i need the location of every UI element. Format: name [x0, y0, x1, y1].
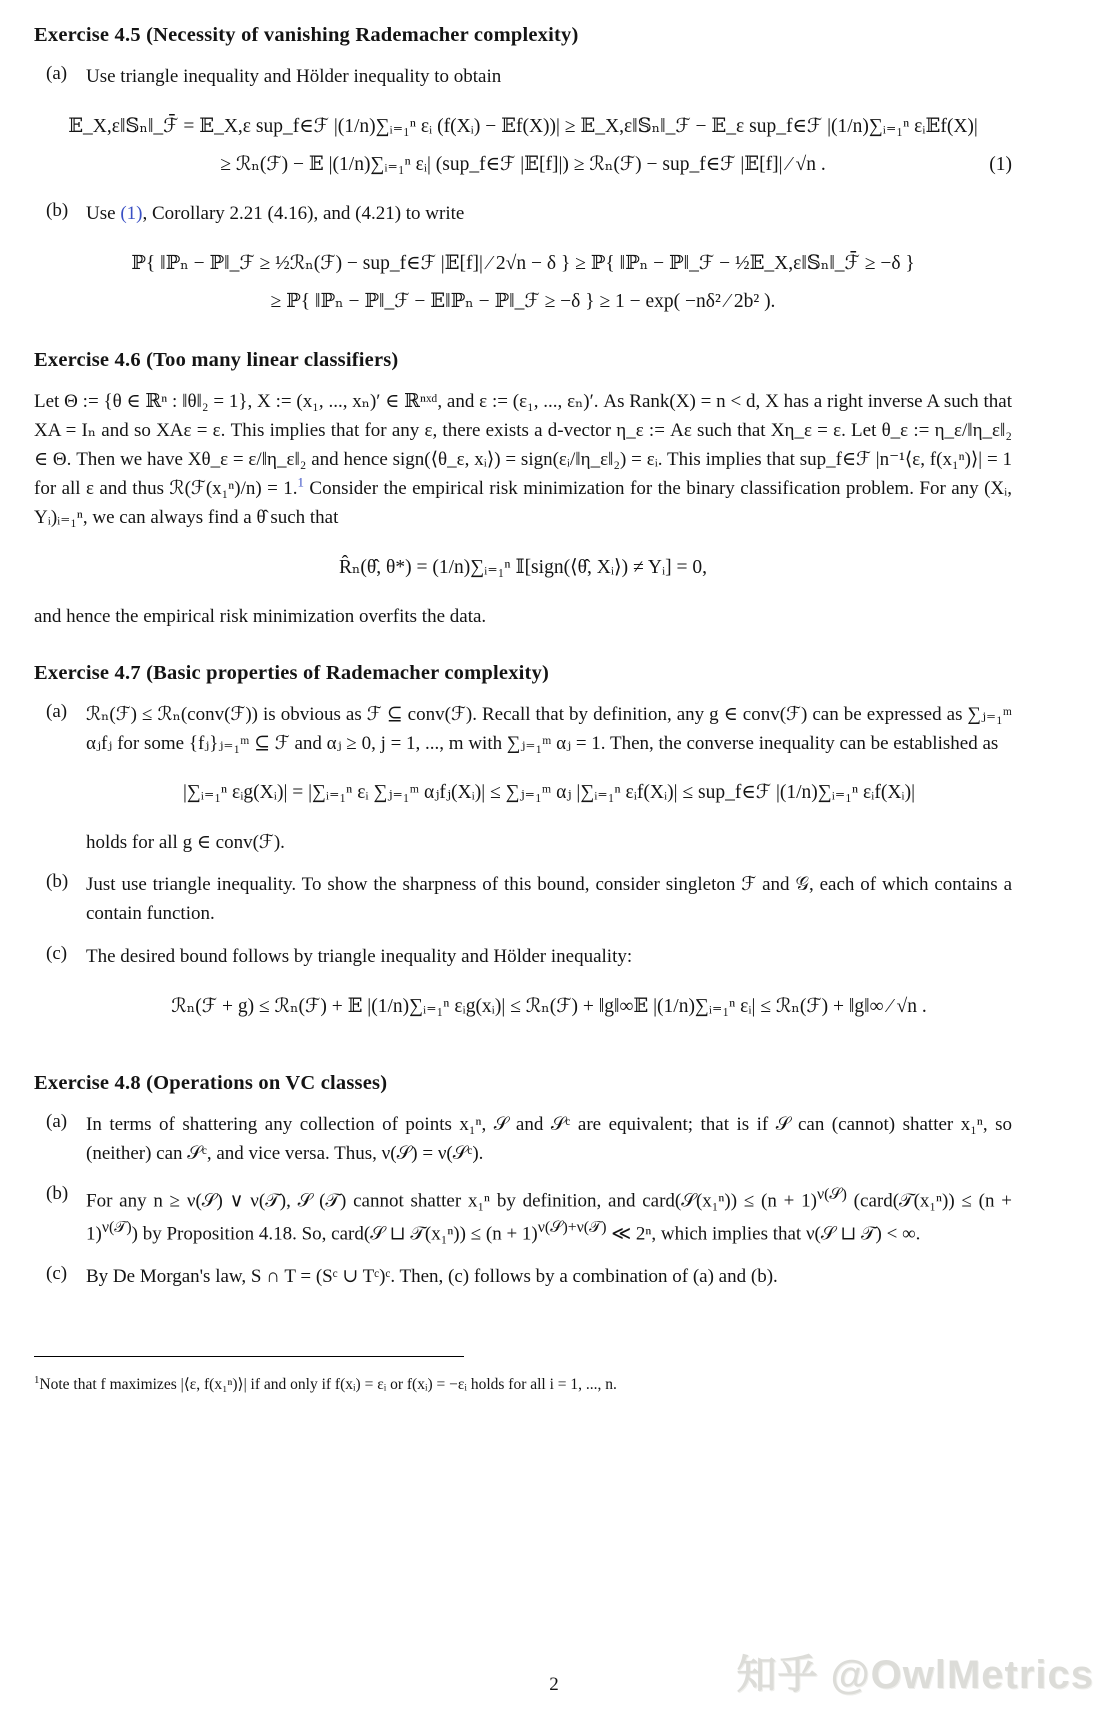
equation-4-5-2: [34, 247, 1012, 319]
item-4-7-a: [34, 701, 1012, 858]
equation-4-5-2-line1: ℙ{ ‖ℙₙ − ℙ‖_ℱ ≥ ½ℛₙ(ℱ) − sup_f∈ℱ |𝔼[f]| ⁄ 2√n − δ } ≥ ℙ{ ‖ℙₙ − ℙ‖_ℱ − ½𝔼_X,ε‖𝕊ₙ‖_ℱ̄ ≥ −δ }: [131, 253, 915, 274]
item-4-8-a-text: In terms of shattering any collection of points x₁ⁿ, 𝒮 and 𝒮ᶜ are equivalent; that is if 𝒮 can (cannot) shatter x₁ⁿ, so (neither) can 𝒮ᶜ, and vice versa. Thus, ν(𝒮) = ν(𝒮ᶜ).: [86, 1114, 1012, 1164]
exercise-4-6-paragraph-part1: Let Θ := {θ ∈ ℝⁿ : ‖θ‖₂ = 1}, X := (x₁, ..., xₙ)′ ∈ ℝⁿˣᵈ, and ε := (ε₁, ..., εₙ)′. As Rank(X) = n < d, X has a right inverse A such that XA = Iₙ and so XAε = ε. This implies that for any ε, there exists a d-vector η_ε := Aε such that Xη_ε = ε. Let θ_ε := η_ε/‖η_ε‖₂ ∈ Θ. Then we have Xθ_ε = ε/‖η_ε‖₂ and hence sign(⟨θ_ε, xᵢ⟩) = sign(εᵢ/‖η_ε‖₂) = εᵢ. This implies that sup_f∈ℱ |n⁻¹⟨ε, f(x₁ⁿ)⟩| = 1 for all ε and thus ℛ(ℱ(x₁ⁿ)/n) = 1.: [34, 391, 1012, 499]
equation-1-reference-link[interactable]: (1): [120, 203, 143, 225]
item-4-8-b-exponent3: ν(𝒮)+ν(𝒯): [537, 1219, 607, 1237]
item-label-a: (a): [46, 700, 68, 722]
item-4-8-c-text: By De Morgan's law, S ∩ T = (Sᶜ ∪ Tᶜ)ᶜ. Then, (c) follows by a combination of (a) and (b).: [86, 1266, 778, 1288]
item-4-7-b: [34, 871, 1012, 929]
equation-4-5-1-line1: 𝔼_X,ε‖𝕊ₙ‖_ℱ̄ = 𝔼_X,ε sup_f∈ℱ |(1/n)∑ᵢ₌₁ⁿ εᵢ (f(Xᵢ) − 𝔼f(X))| ≥ 𝔼_X,ε‖𝕊ₙ‖_ℱ − 𝔼_ε sup_f∈ℱ |(1/n)∑ᵢ₌₁ⁿ εᵢ𝔼f(X)|: [68, 115, 978, 137]
footnote-block: [34, 1356, 1012, 1396]
item-4-8-b-text: [86, 1183, 1012, 1249]
exercise-4-8-heading: Exercise 4.8 (Operations on VC classes): [34, 1072, 388, 1095]
item-label-b: (b): [46, 200, 69, 222]
item-4-7-c-text: The desired bound follows by triangle inequality and Hölder inequality:: [86, 946, 633, 968]
item-label-c: (c): [46, 943, 68, 965]
item-4-8-b-exponent2: ν(𝒯): [101, 1219, 132, 1237]
item-label-a: (a): [46, 1111, 68, 1133]
footnote-1-number: 1: [34, 1373, 40, 1386]
footnote-1: [34, 1373, 1012, 1397]
item-4-8-b: [34, 1183, 1012, 1249]
equation-convex-hull-chain: |∑ᵢ₌₁ⁿ εᵢg(Xᵢ)| = |∑ᵢ₌₁ⁿ εᵢ ∑ⱼ₌₁ᵐ αⱼfⱼ(Xᵢ)| ≤ ∑ⱼ₌₁ᵐ αⱼ |∑ᵢ₌₁ⁿ εᵢf(Xᵢ)| ≤ sup_f∈ℱ |(1/n)∑ᵢ₌₁ⁿ εᵢf(Xᵢ)|: [182, 782, 916, 804]
equation-translation-bound: ℛₙ(ℱ + g) ≤ ℛₙ(ℱ) + 𝔼 |(1/n)∑ᵢ₌₁ⁿ εᵢg(xᵢ)| ≤ ℛₙ(ℱ) + ‖g‖∞𝔼 |(1/n)∑ᵢ₌₁ⁿ εᵢ| ≤ ℛₙ(ℱ) + ‖g‖∞ ⁄ √n .: [171, 996, 927, 1017]
item-label-a: (a): [46, 63, 68, 84]
equation-4-5-1: [34, 110, 1012, 182]
item-4-7-c: [34, 943, 1012, 1042]
equation-erm-zero-risk: R̂ₙ(θ̂, θ*) = (1/n)∑ᵢ₌₁ⁿ 𝕀[sign(⟨θ̂, Xᵢ⟩) ≠ Yᵢ] = 0,: [338, 556, 707, 578]
exercise-4-5-heading: Exercise 4.5 (Necessity of vanishing Rademacher complexity): [34, 24, 579, 46]
item-4-7-a-post-text: holds for all g ∈ conv(ℱ).: [86, 831, 285, 853]
equation-4-5-1-line2-text: ≥ ℛₙ(ℱ) − 𝔼 |(1/n)∑ᵢ₌₁ⁿ εᵢ| (sup_f∈ℱ |𝔼[f]|) ≥ ℛₙ(ℱ) − sup_f∈ℱ |𝔼[f]| ⁄ √n .: [220, 154, 826, 175]
item-4-5-b-text-pre: Use: [86, 203, 121, 225]
footnote-1-marker-link[interactable]: 1: [297, 474, 304, 490]
item-4-8-b-seg4: ≪ 2ⁿ, which implies that ν(𝒮 ⊔ 𝒯) < ∞.: [606, 1223, 921, 1245]
exercise-4-6-closing-text: and hence the empirical risk minimization overfits the data.: [34, 605, 487, 627]
item-4-8-a: [34, 1111, 1012, 1169]
item-label-c: (c): [46, 1263, 68, 1285]
equation-4-5-2-line2: ≥ ℙ{ ‖ℙₙ − ℙ‖_ℱ − 𝔼‖ℙₙ − ℙ‖_ℱ ≥ −δ } ≥ 1 − exp( −nδ² ⁄ 2b² ).: [270, 291, 776, 313]
item-4-5-b: [34, 200, 1012, 229]
footnote-1-text: Note that f maximizes |⟨ε, f(x₁ⁿ)⟩| if and only if f(xᵢ) = εᵢ or f(xᵢ) = −εᵢ holds for all i = 1, ..., n.: [39, 1375, 617, 1393]
item-label-b: (b): [46, 871, 69, 893]
exercise-4-6-heading: Exercise 4.6 (Too many linear classifiers): [34, 349, 399, 372]
item-4-8-b-seg2: (card(𝒯(x₁ⁿ)) ≤ (n + 1): [86, 1190, 1012, 1245]
item-4-8-b-seg1: For any n ≥ ν(𝒮) ∨ ν(𝒯), 𝒮 (𝒯) cannot shatter x₁ⁿ by definition, and card(𝒮(x₁ⁿ)) ≤ (n + 1): [86, 1190, 817, 1212]
item-4-5-b-text-post: , Corollary 2.21 (4.16), and (4.21) to write: [142, 203, 465, 225]
exercise-4-6-paragraph-part2: Consider the empirical risk minimization for the binary classification problem. For any (Xᵢ, Yᵢ)ᵢ₌₁ⁿ, we can always find a θ̂ such that: [34, 477, 1012, 528]
item-4-5-b-text: [86, 200, 1012, 229]
exercise-4-6-paragraph: [34, 388, 1012, 532]
zhihu-watermark: 知乎 @OwlMetrics: [736, 1653, 1094, 1697]
equation-4-5-1-line2: [34, 148, 1012, 182]
footnote-rule: [34, 1356, 464, 1357]
item-4-5-a-text: Use triangle inequality and Hölder inequality to obtain: [86, 66, 502, 87]
item-4-8-b-seg3: ) by Proposition 4.18. So, card(𝒮 ⊔ 𝒯(x₁ⁿ)) ≤ (n + 1): [131, 1223, 538, 1245]
item-4-5-a: [34, 63, 1012, 92]
item-4-8-c: [34, 1263, 1012, 1292]
equation-number-1: (1): [989, 154, 1012, 175]
item-4-7-b-text: Just use triangle inequality. To show the sharpness of this bound, consider singleton ℱ and 𝒢, each of which contains a contain function.: [86, 874, 1012, 925]
item-4-7-a-text: ℛₙ(ℱ) ≤ ℛₙ(conv(ℱ)) is obvious as ℱ ⊆ conv(ℱ). Recall that by definition, any g ∈ conv(ℱ) can be expressed as ∑ⱼ₌₁ᵐ αⱼfⱼ for some {fⱼ}ⱼ₌₁ᵐ ⊆ ℱ and αⱼ ≥ 0, j = 1, ..., m with ∑ⱼ₌₁ᵐ αⱼ = 1. Then, the converse inequality can be established as: [86, 703, 1012, 754]
exercise-4-7-heading: Exercise 4.7 (Basic properties of Rademacher complexity): [34, 661, 550, 684]
item-4-8-b-exponent1: ν(𝒮): [816, 1185, 847, 1203]
item-label-b: (b): [46, 1182, 69, 1204]
page-number: 2: [549, 1674, 559, 1695]
